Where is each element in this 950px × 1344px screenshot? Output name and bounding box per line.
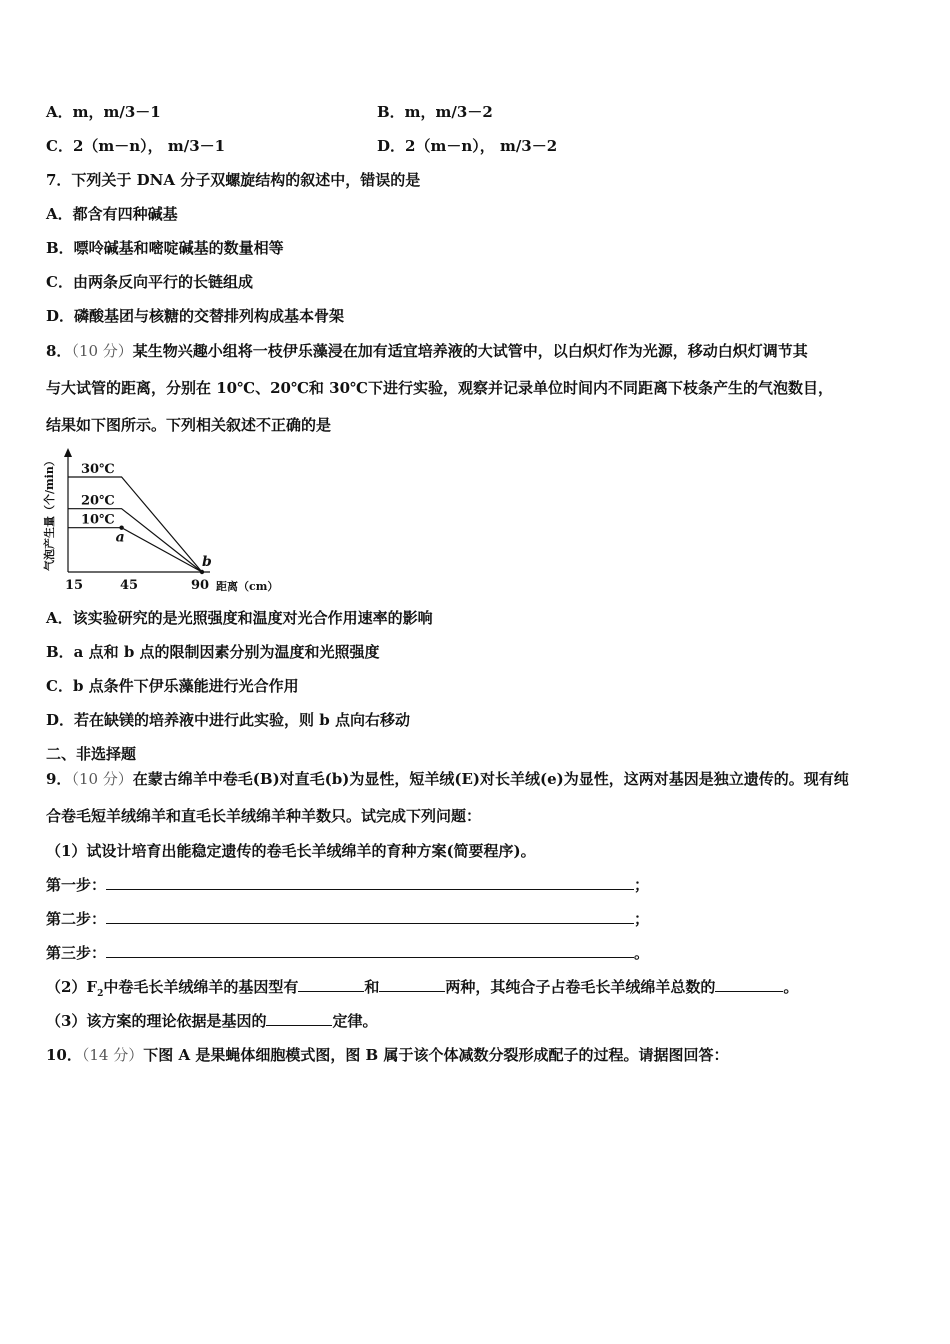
point-b xyxy=(200,570,204,574)
q8-score: （10 分） xyxy=(71,342,133,360)
q9-stem-line2: 合卷毛短羊绒绵羊和直毛长羊绒绵羊种羊数只。试完成下列问题： xyxy=(46,807,482,825)
point-label-b: b xyxy=(202,554,212,570)
part3-text-1: （3）该方案的理论依据是基因的 xyxy=(46,1012,267,1030)
q9-step3 xyxy=(46,943,649,963)
ratio-blank[interactable] xyxy=(715,977,783,992)
step3-label: 第三步： xyxy=(46,944,107,962)
q8-option-c: C．b 点条件下伊乐藻能进行光合作用 xyxy=(46,677,299,695)
q9-part2 xyxy=(46,977,798,1004)
part2-end: 。 xyxy=(783,978,799,996)
q8-stem-line2: 与大试管的距离，分别在 10℃、20℃和 30℃下进行实验，观察并记录单位时间内不同距离下枝条产生的气泡数目， xyxy=(46,379,833,397)
q8-option-a: A．该实验研究的是光照强度和温度对光合作用速率的影响 xyxy=(46,609,433,627)
q9-stem-text: 在蒙古绵羊中卷毛(B)对直毛(b)为显性，短羊绒(E)对长羊绒(e)为显性，这两对基因是独立遗传的。现有纯 xyxy=(132,770,849,788)
part2-prefix: （2）F xyxy=(46,978,98,996)
step3-answer-blank[interactable] xyxy=(106,943,634,958)
q6-option-a: A．m，m/3－1 xyxy=(46,103,161,121)
q9-score: （10 分） xyxy=(71,770,133,788)
step2-answer-blank[interactable] xyxy=(106,909,634,924)
q8-stem-line3: 结果如下图所示。下列相关叙述不正确的是 xyxy=(46,416,332,434)
q8-stem-text: 某生物兴趣小组将一枝伊乐藻浸在加有适宜培养液的大试管中，以白炽灯作为光源，移动白炽灯调节其 xyxy=(132,342,808,360)
q8-option-b: B．a 点和 b 点的限制因素分别为温度和光照强度 xyxy=(46,643,380,661)
q6-option-c: C．2（m－n）， m/3－1 xyxy=(46,137,226,155)
section-heading: 二、非选择题 xyxy=(46,745,137,763)
q10-number: 10． xyxy=(46,1046,82,1064)
q8-stem-line1 xyxy=(46,341,808,361)
q8-option-d: D．若在缺镁的培养液中进行此实验，则 b 点向右移动 xyxy=(46,711,410,729)
q8-number: 8． xyxy=(46,342,72,360)
law-blank[interactable] xyxy=(266,1011,332,1026)
x-tick-90: 90 xyxy=(191,578,210,593)
step1-label: 第一步： xyxy=(46,876,107,894)
step1-answer-blank[interactable] xyxy=(106,875,634,890)
series-label-10c: 10℃ xyxy=(81,512,115,528)
x-tick-15: 15 xyxy=(65,578,84,593)
q7-option-c: C．由两条反向平行的长链组成 xyxy=(46,273,253,291)
genotype-blank-2[interactable] xyxy=(379,977,445,992)
part2-text-1: 中卷毛长羊绒绵羊的基因型有 xyxy=(103,978,299,996)
part2-subscript: 2 xyxy=(97,989,104,999)
bubble-rate-chart xyxy=(40,444,290,596)
step3-end: 。 xyxy=(634,944,650,962)
genotype-blank-1[interactable] xyxy=(298,977,364,992)
q7-stem: 7．下列关于 DNA 分子双螺旋结构的叙述中，错误的是 xyxy=(46,171,421,189)
x-tick-45: 45 xyxy=(120,578,139,593)
q9-part3 xyxy=(46,1011,377,1031)
q7-option-d: D．磷酸基团与核糖的交替排列构成基本骨架 xyxy=(46,307,345,325)
q10-score: （14 分） xyxy=(81,1046,144,1064)
q9-step2 xyxy=(46,909,649,929)
q7-option-b: B．嘌呤碱基和嘧啶碱基的数量相等 xyxy=(46,239,284,257)
y-axis-arrow xyxy=(64,448,72,457)
q9-number: 9． xyxy=(46,770,72,788)
series-label-30c: 30℃ xyxy=(81,462,115,477)
q7-option-a: A．都含有四种碱基 xyxy=(46,205,178,223)
q6-option-d: D．2（m－n）， m/3－2 xyxy=(377,137,558,155)
chart-ylabel: 气泡产生量（个/min） xyxy=(43,455,56,571)
q6-option-b: B．m，m/3－2 xyxy=(377,103,493,121)
q9-stem-line1 xyxy=(46,769,849,789)
part2-text-2: 和 xyxy=(364,978,380,996)
q9-part1: （1）试设计培育出能稳定遗传的卷毛长羊绒绵羊的育种方案(简要程序)。 xyxy=(46,842,536,860)
part2-text-3: 两种，其纯合子占卷毛长羊绒绵羊总数的 xyxy=(445,978,716,996)
series-label-20c: 20℃ xyxy=(81,493,115,509)
point-label-a: a xyxy=(115,529,125,546)
chart-xlabel: 距离（cm） xyxy=(216,580,279,593)
step1-end: ； xyxy=(634,876,650,894)
step2-label: 第二步： xyxy=(46,910,107,928)
series-line-10c xyxy=(68,528,202,572)
part3-text-2: 定律。 xyxy=(332,1012,378,1030)
q9-step1 xyxy=(46,875,649,895)
step2-end: ； xyxy=(634,910,650,928)
q10-stem-text: 下图 A 是果蝇体细胞模式图，图 B 属于该个体减数分裂形成配子的过程。请据图回答： xyxy=(143,1046,729,1064)
q10-stem xyxy=(46,1045,728,1065)
